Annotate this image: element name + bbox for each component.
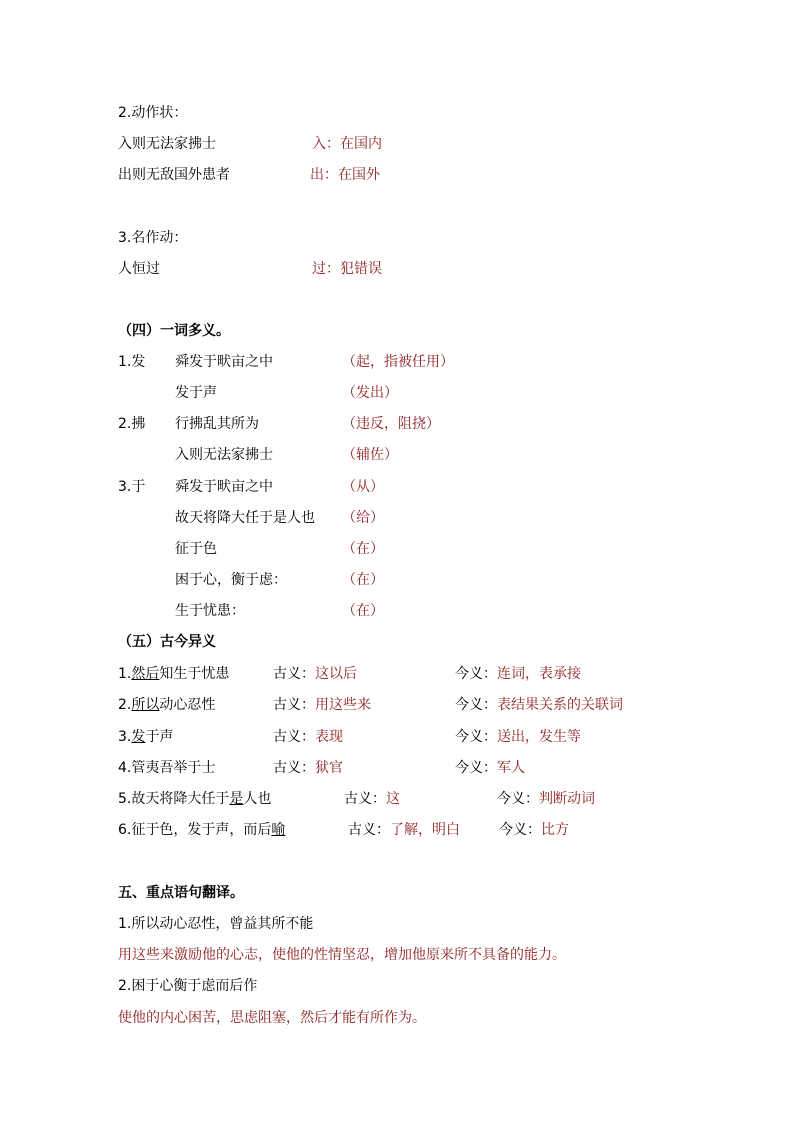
item-rest: 动心忍性 [159,697,216,713]
item-pre: 故天将降大任于 [131,791,230,807]
gujin-item-text [118,789,271,809]
item-number: 2. [118,697,132,713]
jin-meaning: 判断动词 [539,791,595,807]
gu-meaning: 了解，明白 [390,822,460,838]
gujin-item-text [118,695,215,715]
jin-meaning: 军人 [497,760,525,776]
section-heading-mingzuodong: 3.名作动： [118,230,188,246]
jin-label: 今义： [497,791,539,807]
gu-label: 古义： [348,822,390,838]
jin-label: 今义： [455,697,497,713]
item-rest: 于声 [145,729,174,745]
item-meaning: （在） [342,603,384,619]
item-number: 6. [118,822,132,838]
translation-source: 1.所以动心忍性，曾益其所不能 [118,916,314,932]
highlight-word: 发 [131,729,146,745]
gujin-item-text [118,664,229,684]
jin-meaning: 表结果关系的关联词 [497,697,623,713]
translation-text: 用这些来激励他的心志，使他的性情坚忍，增加他原来所不具备的能力。 [118,947,566,963]
item-rest: 人也 [243,791,272,807]
highlight-word: 喻 [271,822,286,838]
item-number: 3. [118,729,132,745]
jin-label: 今义： [455,666,497,682]
item-meaning: （在） [342,541,384,557]
item-phrase: 征于色 [175,541,217,557]
item-phrase: 故天将降大任于是人也 [175,510,315,526]
item-number: 3.于 [118,479,146,495]
item-meaning: （在） [342,572,384,588]
item-number: 5. [118,791,132,807]
gu-meaning: 表现 [315,729,343,745]
item-meaning: （起，指被任用） [342,354,454,370]
item-number: 4. [118,760,132,776]
item-meaning: （给） [342,510,384,526]
jin-meaning: 连词，表承接 [497,666,581,682]
gu-label: 古义： [273,760,315,776]
translation-source: 2.困于心衡于虑而后作 [118,978,258,994]
item-phrase: 发于声 [175,385,217,401]
item-pre: 征于色，发于声，而后 [131,822,272,838]
gu-label: 古义： [273,666,315,682]
item-number: 1.发 [118,354,146,370]
jin-label: 今义： [455,760,497,776]
item-phrase: 生于忧患： [175,603,245,619]
item-meaning: （从） [342,479,384,495]
gu-meaning: 用这些来 [315,697,371,713]
item-meaning: （发出） [342,385,398,401]
gu-label: 古义： [273,697,315,713]
item-number: 2.拂 [118,416,146,432]
example-gloss: 过：犯错误 [312,261,382,277]
gu-meaning: 这 [386,791,400,807]
item-phrase: 困于心，衡于虑： [175,572,287,588]
translation-text: 使他的内心困苦，思虑阻塞，然后才能有所作为。 [118,1010,426,1026]
item-phrase: 入则无法家拂士 [175,447,273,463]
item-rest: 管夷吾举于士 [131,760,216,776]
item-rest: 知生于忧患 [159,666,230,682]
jin-label: 今义： [455,729,497,745]
gu-meaning: 狱官 [315,760,343,776]
example-phrase: 出则无敌国外患者 [118,167,230,183]
jin-label: 今义： [499,822,541,838]
example-phrase: 人恒过 [118,261,160,277]
jin-meaning: 比方 [541,822,569,838]
highlight-word: 所以 [131,697,160,713]
item-phrase: 舜发于畎亩之中 [175,354,273,370]
jin-meaning: 送出，发生等 [497,729,581,745]
highlight-word: 然后 [131,666,160,682]
section-heading-translation: 五、重点语句翻译。 [118,885,244,901]
section-heading-yiciduoyi: （四）一词多义。 [118,323,230,339]
example-gloss: 入：在国内 [312,136,382,152]
gu-meaning: 这以后 [315,666,357,682]
section-heading-dongzuozhuang: 2.动作状： [118,105,188,121]
item-meaning: （违反，阻挠） [342,416,440,432]
gujin-item-text [118,758,215,778]
highlight-word: 是 [229,791,244,807]
item-number: 1. [118,666,132,682]
example-phrase: 入则无法家拂士 [118,136,216,152]
gu-label: 古义： [344,791,386,807]
example-gloss: 出：在国外 [310,167,380,183]
item-phrase: 行拂乱其所为 [175,416,259,432]
item-phrase: 舜发于畎亩之中 [175,479,273,495]
gujin-item-text [118,820,285,840]
gujin-item-text [118,727,173,747]
gu-label: 古义： [273,729,315,745]
item-meaning: （辅佐） [342,447,398,463]
section-heading-gujinyiyi: （五）古今异义 [118,634,216,650]
